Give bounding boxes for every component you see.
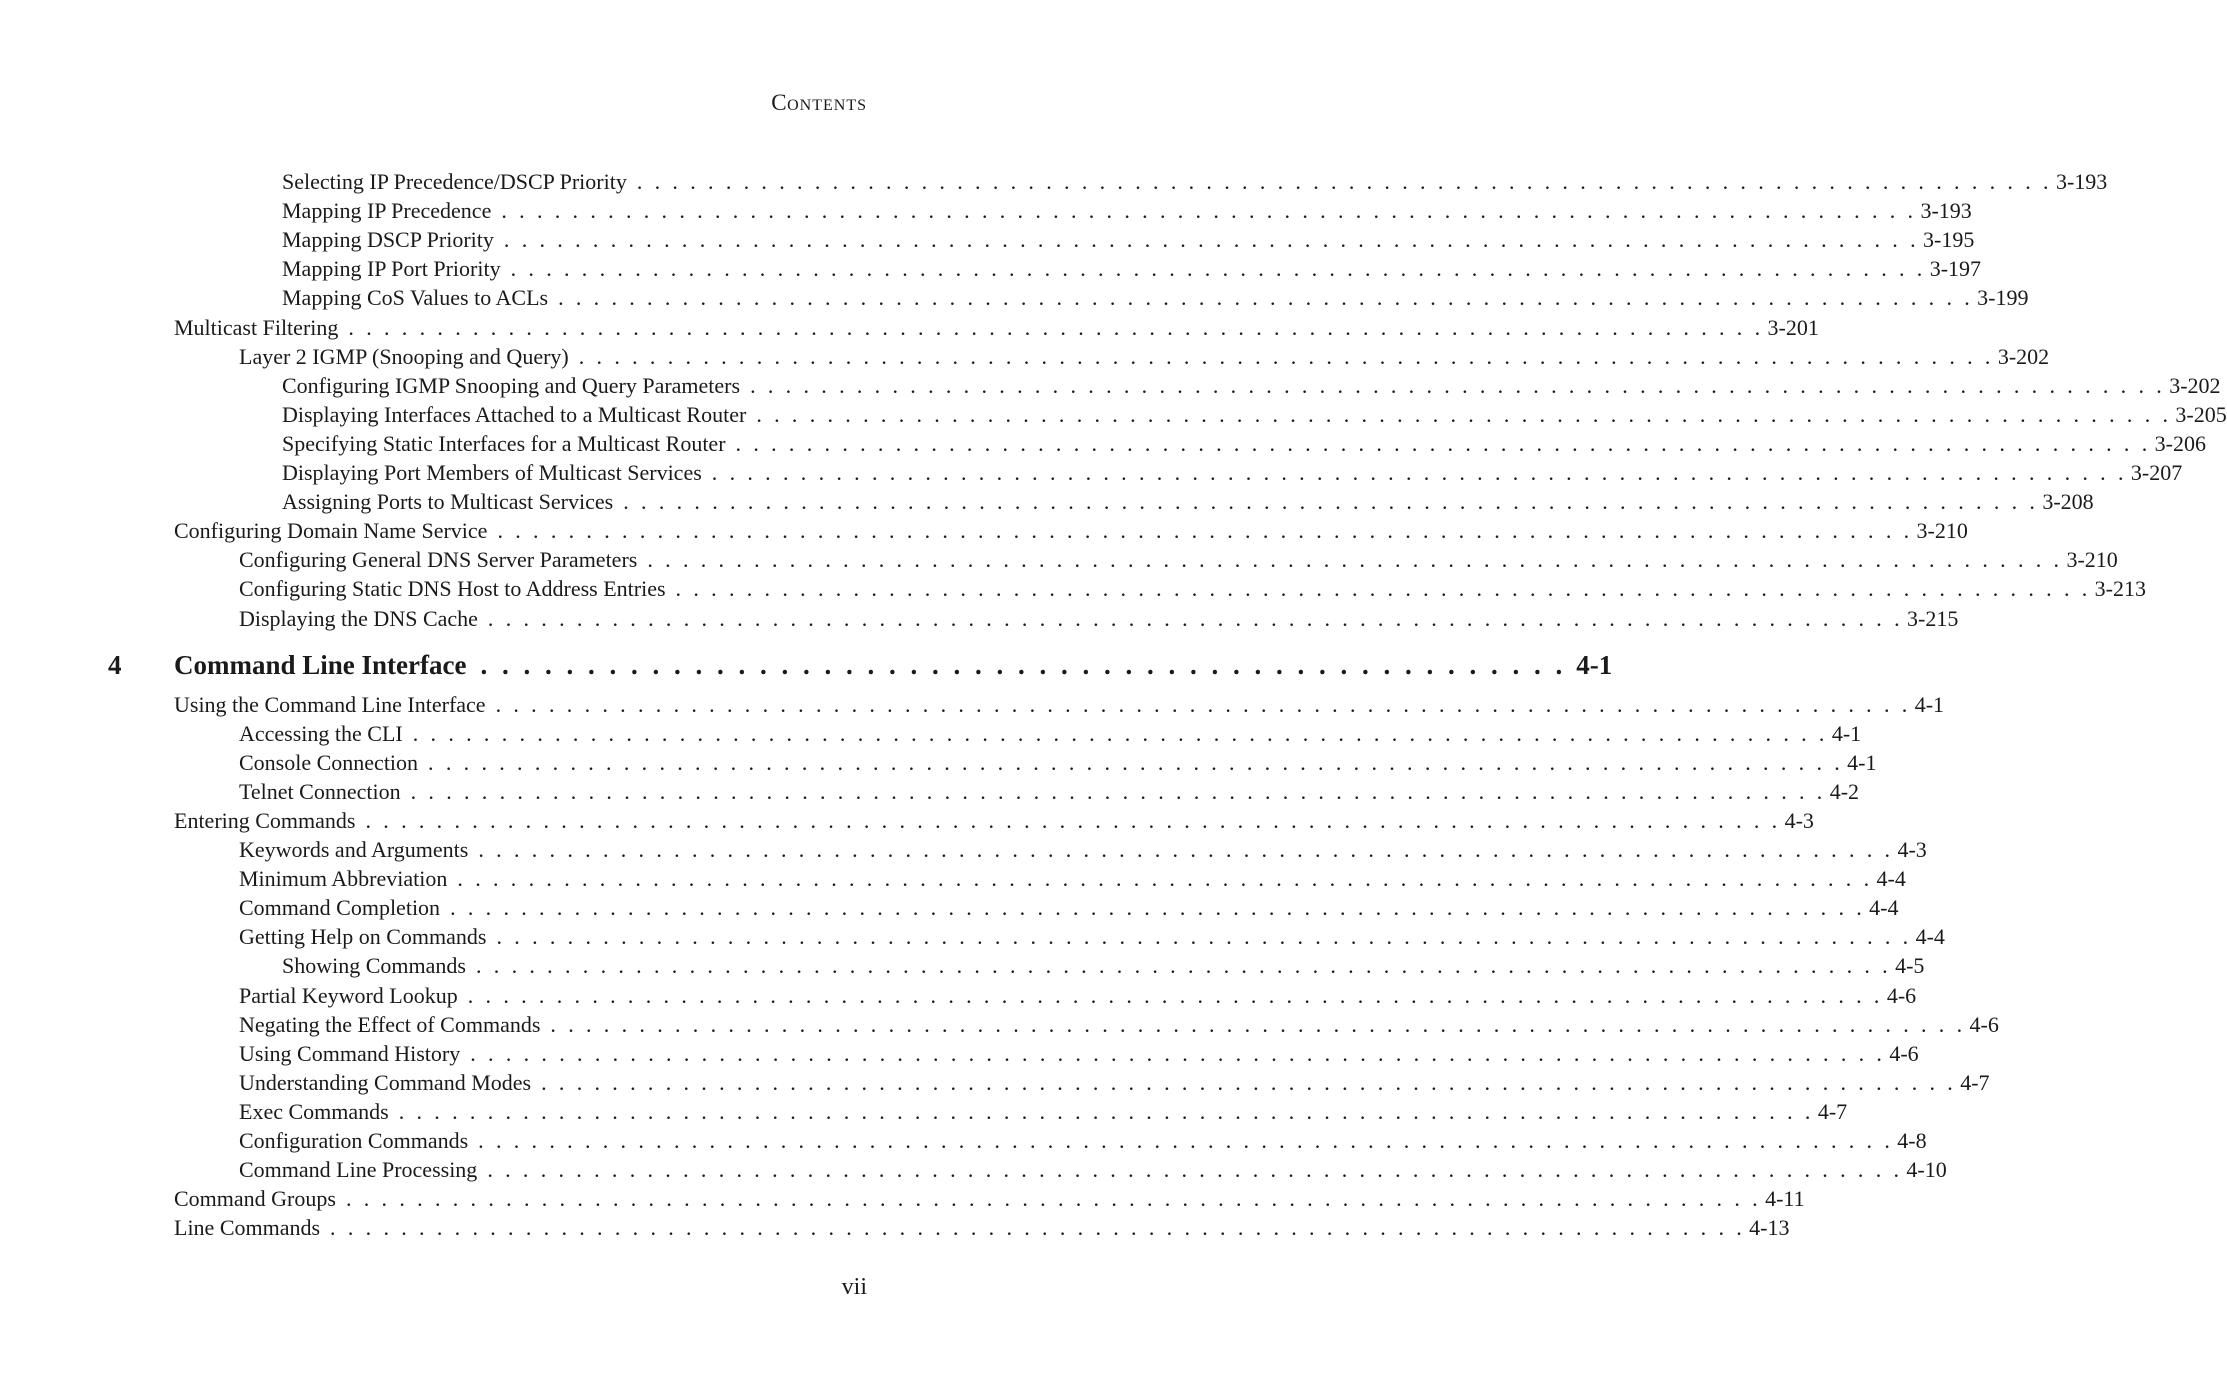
dot-leader: . . . . . . . . . . . . . . . . . . . . . . . . . . . . . . . . . . . . . . . . . . . . . . . . . . . . . . . . . . . . . . . . . . . . . . . . . . . . . . . . [412, 721, 1828, 747]
toc-entry-title: Multicast Filtering [174, 314, 339, 340]
dot-leader: . . . . . . . . . . . . . . . . . . . . . . . . . . . . . . . . . . . . . . . . . . . . . . . . . . . . . . . . . . . . . . . . . . . . . . . . . . . . . . . . [578, 343, 1994, 369]
toc-entry[interactable] [239, 1039, 1919, 1068]
dot-leader: . . . . . . . . . . . . . . . . . . . . . . . . . . . . . . . . . . . . . . . . . . . . . . . . . . . . . . . . . . . . . . . . . . . . . . . . . . . . . . . . [647, 547, 2063, 573]
header-rest: ONTENTS [787, 97, 867, 114]
dot-leader: . . . . . . . . . . . . . . . . . . . . . . . . . . . . . . . . . . . . . . . . . . . . . . . . . . . . . . . . . . . . . . . . . . . . . . . . . . . . . . . . [410, 779, 1826, 805]
toc-entry[interactable] [239, 604, 1959, 633]
dot-leader: . . . . . . . . . . . . . . . . . . . . . . . . . . . . . . . . . . . . . . . . . . . . . . . . . . . . . . . . . . . . . . . . . . . . . . . . . . . . . . . . [503, 227, 1919, 253]
toc-entry-title: Configuring IGMP Snooping and Query Parameters [282, 372, 741, 398]
toc-entry-page: 3-193 [2055, 169, 2108, 194]
toc-entry-title: Line Commands [174, 1214, 321, 1240]
toc-entry[interactable] [239, 864, 1906, 893]
toc-entry-page: 4-7 [1817, 1098, 1848, 1124]
dot-leader: . . . . . . . . . . . . . . . . . . . . . . . . . . . . . . . . . . . . . . . . . . . . . . . . . . . . . . . . . . . . . . . . . . . . . . . . . . . . . . . . [475, 953, 1892, 979]
toc-entry[interactable] [174, 1213, 1790, 1242]
dot-leader: . . . . . . . . . . . . . . . . . . . . . . . . . . . . . . . . . . . . . . . . . . . . . . . . . . . . . . . . . . . . . . . . . . . . . . . . . . . . . . . . [450, 895, 1866, 921]
toc-entry-title: Configuring General DNS Server Parameters [239, 547, 638, 573]
toc-entry-page: 4-10 [1906, 1156, 1947, 1182]
toc-entry-title: Configuring Static DNS Host to Address Entries [239, 576, 666, 602]
toc-entry-title: Layer 2 IGMP (Snooping and Query) [239, 343, 569, 369]
toc-entry-page: 3-202 [2169, 372, 2221, 398]
toc-entry-page: 4-1 [1914, 692, 1945, 717]
chapter-number: 4 [108, 650, 122, 680]
dot-leader: . . . . . . . . . . . . . . . . . . . . . . . . . . . . . . . . . . . . . . . . . . . . . . . . . . . . . . . . . . . . . . . . . . . . . . . . . . . . . . . . [497, 518, 1913, 544]
dot-leader: . . . . . . . . . . . . . . . . . . . . . . . . . . . . . . . . . . . . . . . . . . . . . . . . . . . . . . . . . . . . . . . . . . . . . . . . . . . . . . . . [510, 256, 1926, 282]
toc-entry-page: 4-6 [1889, 1040, 1919, 1066]
dot-leader: . . . . . . . . . . . . . . . . . . . . . . . . . . . . . . . . . . . . . . . . . . . . . . . . . . . . . . . . . . . . . . . . . . . . . . . . . . . . . . . . [330, 1214, 1746, 1240]
toc-entry[interactable] [239, 777, 1860, 806]
toc-entry-title: Configuring Domain Name Service [174, 518, 488, 544]
toc-entry-page: 3-205 [2175, 401, 2227, 427]
toc-entry-title: Displaying Port Members of Multicast Services [282, 460, 702, 485]
toc-entry-title: Assigning Ports to Multicast Services [282, 489, 614, 515]
toc-entry-page: 3-215 [1907, 605, 1959, 631]
toc-entry-title: Mapping CoS Values to ACLs [282, 285, 549, 311]
toc-entry-page: 4-7 [1960, 1069, 1990, 1095]
toc-entry-title: Getting Help on Commands [239, 924, 487, 950]
dot-leader: . . . . . . . . . . . . . . . . . . . . . . . . . . . . . . . . . . . . . . . . . . . . . . . . . . . . . . . . . . . . . . . . . . . . . . . . . . . . . . . . [345, 1185, 1762, 1211]
toc-entry-title: Configuration Commands [239, 1127, 469, 1153]
toc-entry-title: Console Connection [239, 750, 419, 776]
dot-leader: . . . . . . . . . . . . . . . . . . . . . . . . . . . . . . . . . . . . . . . . . . . . . . . . . . . . . . . . . . . . . . . . . . . . . . . . . . . . . . . . [495, 692, 1911, 717]
dot-leader: . . . . . . . . . . . . . . . . . . . . . . . . . . . . . . . . . . . . . . . . . . . . . . . . . . . . . . . . . . . . . . . . . . . . . . . . . . . . . . . . [470, 1040, 1886, 1066]
dot-leader: . . . . . . . . . . . . . . . . . . . . . . . . . . . . . . . . . . . . . . . . . . . . . . . . . . . . . . . . . . . . . . . . . . . . . . . . . . . . . . . . [623, 489, 2039, 515]
toc-entry[interactable] [282, 254, 1982, 283]
dot-leader: . . . . . . . . . . . . . . . . . . . . . . . . . . . . . . . . . . . . . . . . . . . . . . . . . . . . . . . . . . . . . . . . . . . . . . . . . . . . . . . . [711, 460, 2127, 485]
toc-entry-title: Minimum Abbreviation [239, 866, 448, 892]
page-number: vii [841, 1274, 867, 1300]
toc-entry-page: 4-13 [1749, 1214, 1790, 1240]
toc-entry[interactable] [239, 342, 2050, 371]
dot-leader: . . . . . . . . . . . . . . . . . . . . . . . . . . . . . . . . . . . . . . . . . . . . . . . . . . . . . . . . . . . . . . . . . . . . . . . . . . . . . . . . [501, 198, 1917, 224]
toc-entry-page: 4-11 [1765, 1185, 1805, 1211]
dot-leader: . . . . . . . . . . . . . . . . . . . . . . . . . . . . . . . . . . . . . . . . . . . . . . . . . . . . . . . . . . . . . . . . . . . . . . . . . . . . . . . . [487, 605, 1904, 631]
toc-entry[interactable] [282, 400, 2227, 429]
toc-entry-page: 4-6 [1886, 982, 1917, 1008]
toc-entry-title: Displaying the DNS Cache [239, 605, 478, 631]
toc-entry-title: Negating the Effect of Commands [239, 1011, 541, 1037]
toc-entry[interactable] [282, 951, 1925, 980]
toc-entry-page: 4-1 [1847, 750, 1877, 776]
toc-entry[interactable] [239, 835, 1927, 864]
toc-entry-page: 3-210 [1916, 518, 1968, 544]
toc-entry-title: Entering Commands [174, 808, 356, 834]
toc-entry-page: 3-201 [1767, 314, 1819, 340]
toc-entry[interactable] [282, 458, 2183, 487]
toc-entry[interactable] [239, 981, 1917, 1010]
toc-entry-page: 3-193 [1920, 198, 1972, 224]
toc-entry[interactable] [239, 1010, 1999, 1039]
dot-leader: . . . . . . . . . . . . . . . . . . . . . . . . . . . . . . . . . . . . . . . . . . . . . . . . . . . . . . . . . . . . . . . . . . . . . . . . . . . . . . . . [365, 808, 1781, 834]
toc-entry-title: Keywords and Arguments [239, 837, 469, 863]
dot-leader: . . . . . . . . . . . . . . . . . . . . . . . . . . . . . . . . . . . . . . . . . . . . . . . . . . . . . . . . . . . . . . . . . . . . . . . . . . . . . . . . [735, 430, 2151, 456]
chapter-page: 4-1 [1576, 650, 1613, 680]
dot-leader: . . . . . . . . . . . . . . . . . . . . . . . . . . . . . . . . . . . . . . . . . . . . . . . . . . . . . . . . . . . . . . . . . . . . . . . . . . . . . . . . [457, 866, 1873, 892]
dot-leader: . . . . . . . . . . . . . . . . . . . . . . . . . . . . . . . . . . . . . . . . . . . . . . . . . . . . . . . . . . . . . . . . . . . . . . . . . . . . . . . . [550, 1011, 1966, 1037]
toc-entry-page: 4-3 [1897, 837, 1927, 863]
toc-entry-title: Understanding Command Modes [239, 1069, 532, 1095]
toc-entry[interactable] [282, 429, 2206, 458]
toc-entry[interactable] [282, 487, 2094, 516]
toc-entry[interactable] [282, 196, 1972, 225]
dot-leader: . . . . . . . . . . . . . . . . . . . . . . . . . . . . . . . . . . . . . . . . . . . . . . . . . . . . . . . . . . . . . . . . . . . . . . . . . . . . . . . . [541, 1069, 1957, 1095]
toc-entry-title: Mapping IP Port Priority [282, 256, 501, 282]
toc-entry-title: Command Completion [239, 895, 441, 921]
toc-entry[interactable] [174, 690, 1945, 719]
toc-entry-title: Command Line Processing [239, 1156, 478, 1182]
toc-entry-page: 3-195 [1923, 227, 1975, 253]
toc-entry-page: 4-1 [1831, 721, 1862, 747]
toc-entry-page: 3-207 [2130, 460, 2183, 485]
toc-entry-title: Exec Commands [239, 1098, 389, 1124]
dot-leader: . . . . . . . . . . . . . . . . . . . . . . . . . . . . . . . . . . . . . . . . . . . . . . . . . . . [480, 650, 1567, 680]
toc-entry-page: 4-4 [1869, 895, 1899, 921]
toc-entry-title: Selecting IP Precedence/DSCP Priority [282, 169, 627, 194]
chapter-title: Command Line Interface [174, 650, 467, 680]
toc-entry-title: Using Command History [239, 1040, 461, 1066]
dot-leader: . . . . . . . . . . . . . . . . . . . . . . . . . . . . . . . . . . . . . . . . . . . . . . . . . . . . . . . . . . . . . . . . . . . . . . . . . . . . . . . . [756, 401, 2172, 427]
toc-entry-title: Showing Commands [282, 953, 466, 979]
toc-entry[interactable] [239, 893, 1899, 922]
dot-leader: . . . . . . . . . . . . . . . . . . . . . . . . . . . . . . . . . . . . . . . . . . . . . . . . . . . . . . . . . . . . . . . . . . . . . . . . . . . . . . . . [478, 1127, 1894, 1153]
toc-entry-title: Mapping DSCP Priority [282, 227, 494, 253]
running-header [771, 90, 867, 116]
dot-leader: . . . . . . . . . . . . . . . . . . . . . . . . . . . . . . . . . . . . . . . . . . . . . . . . . . . . . . . . . . . . . . . . . . . . . . . . . . . . . . . . [487, 1156, 1903, 1182]
toc-entry-page: 4-4 [1915, 924, 1945, 950]
toc-entry-page: 3-197 [1929, 256, 1982, 282]
toc-entry[interactable] [174, 516, 1968, 545]
header-initial: C [771, 90, 788, 115]
toc-entry-page: 4-5 [1895, 953, 1925, 979]
dot-leader: . . . . . . . . . . . . . . . . . . . . . . . . . . . . . . . . . . . . . . . . . . . . . . . . . . . . . . . . . . . . . . . . . . . . . . . . . . . . . . . . [636, 169, 2052, 194]
toc-entry-page: 4-4 [1876, 866, 1906, 892]
toc-entry-page: 4-3 [1784, 808, 1814, 834]
toc-entry[interactable] [174, 806, 1814, 835]
toc-entry-page: 3-199 [1977, 285, 2029, 311]
toc-entry[interactable] [282, 225, 1975, 254]
dot-leader: . . . . . . . . . . . . . . . . . . . . . . . . . . . . . . . . . . . . . . . . . . . . . . . . . . . . . . . . . . . . . . . . . . . . . . . . . . . . . . . . [750, 372, 2166, 398]
toc-entry[interactable] [239, 748, 1877, 777]
toc-entry-page: 4-8 [1897, 1127, 1927, 1153]
toc-entry[interactable] [282, 283, 2029, 312]
dot-leader: . . . . . . . . . . . . . . . . . . . . . . . . . . . . . . . . . . . . . . . . . . . . . . . . . . . . . . . . . . . . . . . . . . . . . . . . . . . . . . . . [496, 924, 1912, 950]
toc-entry[interactable] [239, 719, 1862, 748]
toc-entry-title: Telnet Connection [239, 779, 401, 805]
dot-leader: . . . . . . . . . . . . . . . . . . . . . . . . . . . . . . . . . . . . . . . . . . . . . . . . . . . . . . . . . . . . . . . . . . . . . . . . . . . . . . . . [398, 1098, 1814, 1124]
toc-entry[interactable] [239, 1097, 1848, 1126]
toc-entry-title: Displaying Interfaces Attached to a Multicast Router [282, 401, 747, 427]
toc-entry[interactable] [239, 1155, 1947, 1184]
toc-entry[interactable] [239, 922, 1945, 951]
toc-entry-page: 3-213 [2094, 576, 2146, 602]
chapter-heading[interactable] [108, 650, 1613, 686]
toc-entry-title: Specifying Static Interfaces for a Multicast Router [282, 430, 726, 456]
toc-entry-page: 4-6 [1969, 1011, 1999, 1037]
toc-entry[interactable] [239, 545, 2118, 574]
toc-entry[interactable] [174, 1184, 1805, 1213]
toc-entry-page: 3-208 [2042, 489, 2094, 515]
toc-entry-page: 3-206 [2154, 430, 2206, 456]
dot-leader: . . . . . . . . . . . . . . . . . . . . . . . . . . . . . . . . . . . . . . . . . . . . . . . . . . . . . . . . . . . . . . . . . . . . . . . . . . . . . . . . [558, 285, 1974, 311]
toc-entry[interactable] [282, 371, 2221, 400]
toc-entry-page: 4-2 [1829, 779, 1860, 805]
dot-leader: . . . . . . . . . . . . . . . . . . . . . . . . . . . . . . . . . . . . . . . . . . . . . . . . . . . . . . . . . . . . . . . . . . . . . . . . . . . . . . . . [428, 750, 1844, 776]
toc-entry[interactable] [239, 1126, 1927, 1155]
toc-entry-title: Mapping IP Precedence [282, 198, 492, 224]
toc-entry[interactable] [239, 574, 2146, 603]
toc-entry-title: Partial Keyword Lookup [239, 982, 458, 1008]
toc-entry-title: Command Groups [174, 1185, 336, 1211]
toc-entry[interactable] [174, 313, 1819, 342]
dot-leader: . . . . . . . . . . . . . . . . . . . . . . . . . . . . . . . . . . . . . . . . . . . . . . . . . . . . . . . . . . . . . . . . . . . . . . . . . . . . . . . . [675, 576, 2091, 602]
toc-entry[interactable] [239, 1068, 1990, 1097]
dot-leader: . . . . . . . . . . . . . . . . . . . . . . . . . . . . . . . . . . . . . . . . . . . . . . . . . . . . . . . . . . . . . . . . . . . . . . . . . . . . . . . . [348, 314, 1764, 340]
dot-leader: . . . . . . . . . . . . . . . . . . . . . . . . . . . . . . . . . . . . . . . . . . . . . . . . . . . . . . . . . . . . . . . . . . . . . . . . . . . . . . . . [467, 982, 1883, 1008]
dot-leader: . . . . . . . . . . . . . . . . . . . . . . . . . . . . . . . . . . . . . . . . . . . . . . . . . . . . . . . . . . . . . . . . . . . . . . . . . . . . . . . . [478, 837, 1894, 863]
toc-entry-title: Accessing the CLI [239, 721, 403, 747]
toc-entry[interactable] [282, 167, 2108, 196]
toc-entry-page: 3-202 [1997, 343, 2050, 369]
toc-entry-title: Using the Command Line Interface [174, 692, 486, 717]
toc-entry-page: 3-210 [2066, 547, 2118, 573]
